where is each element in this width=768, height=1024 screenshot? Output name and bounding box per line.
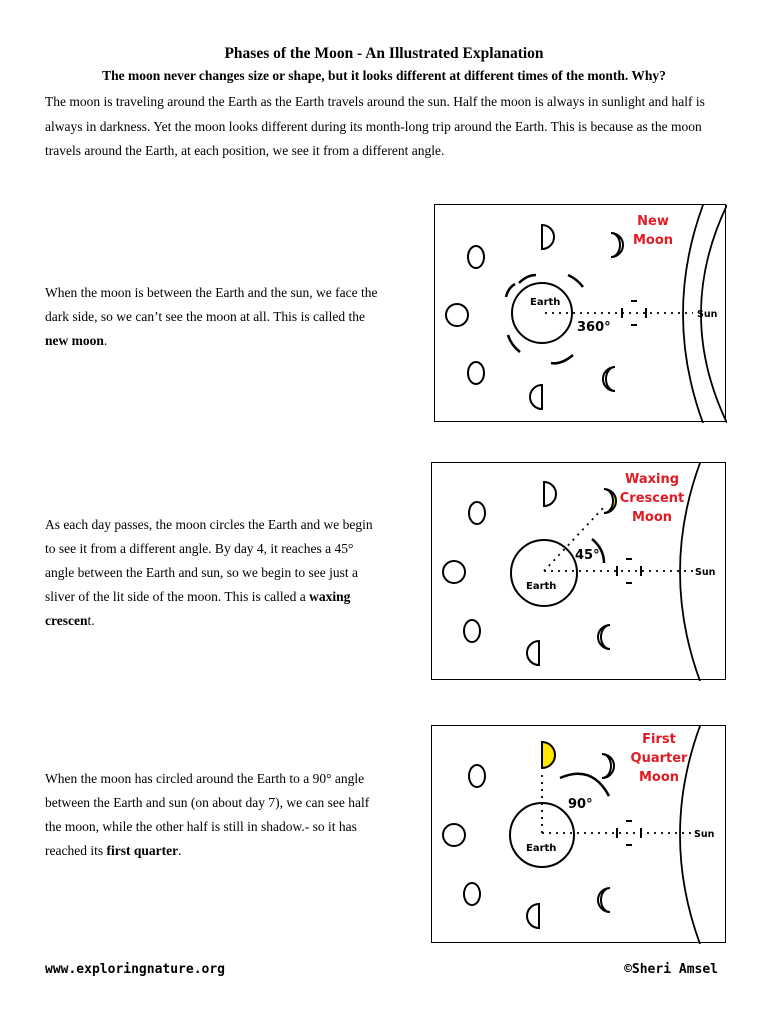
waxing-crescent-moon (611, 233, 623, 257)
waxing-crescent-diagram (431, 462, 726, 680)
waxing-gibbous-moon (469, 502, 485, 524)
phase-label-line3: Moon (631, 510, 673, 525)
phase-label-line2: Crescent (619, 491, 685, 506)
sun-label: Sun (694, 829, 715, 840)
new-moon-paragraph: When the moon is between the Earth and the sun, we face the dark side, so we can’t see the moon at all. This is called the new moon. (45, 285, 378, 348)
copyright-text: ©Sheri Amsel (624, 962, 718, 977)
full-moon (443, 824, 465, 846)
waxing-crescent-term: waxing crescen (45, 589, 351, 628)
earth-circle (511, 540, 577, 606)
earth-label: Earth (526, 843, 557, 854)
waxing-crescent-moon (602, 754, 614, 778)
page-subtitle: The moon never changes size or shape, but it looks different at different times of the month. Why? (102, 68, 666, 83)
waxing-gibbous-moon (468, 246, 484, 268)
first-quarter-diagram (431, 725, 726, 943)
full-moon (446, 304, 468, 326)
waxing-crescent-paragraph: As each day passes, the moon circles the Earth and we begin to see it from a different angle. By day 4, it reaches a 45° angle between the Earth and sun, so we begin to see just a sliver of the lit side of the moon. This is called a waxing crescent. (45, 517, 373, 628)
waning-crescent-moon (603, 367, 615, 391)
full-moon (443, 561, 465, 583)
waning-crescent-moon (598, 888, 610, 912)
earth-label: Earth (526, 581, 557, 592)
phase-label-line2: Moon (632, 233, 674, 248)
sun-label: Sun (695, 567, 716, 578)
new-moon-diagram (434, 204, 726, 422)
phase-label-line1: First (642, 732, 676, 747)
waxing-gibbous-moon (469, 765, 485, 787)
first-quarter-moon-lit (542, 742, 555, 768)
waning-gibbous-moon (464, 620, 480, 642)
new-moon-term: new moon (45, 333, 104, 348)
first-quarter-moon (542, 225, 554, 249)
intro-paragraph: The moon is traveling around the Earth as the Earth travels around the sun. Half the moon is always in sunlight and half is always in darkness. Yet the moon looks different during its month-long trip around the Earth. This is because as the moon travels around the Earth, at each position, we see it from a different angle. (45, 94, 705, 158)
angle-label: 360° (577, 320, 611, 335)
earth-circle (510, 803, 574, 867)
angle-label: 45° (575, 548, 600, 563)
first-quarter-moon (544, 482, 556, 506)
phase-label-line2: Quarter (630, 751, 688, 766)
earth-circle (512, 283, 572, 343)
website-link[interactable]: www.exploringnature.org (45, 962, 226, 977)
earth-label: Earth (530, 297, 561, 308)
page-title: Phases of the Moon - An Illustrated Explanation (224, 45, 544, 62)
first-quarter-paragraph: When the moon has circled around the Earth to a 90° angle between the Earth and sun (on about day 7), we can see half the moon, while the other half is still in shadow.- so it has reached its first quarter. (45, 771, 370, 858)
waning-crescent-moon (598, 625, 610, 649)
waning-gibbous-moon (468, 362, 484, 384)
phase-label-line3: Moon (638, 770, 680, 785)
waning-gibbous-moon (464, 883, 480, 905)
third-quarter-moon (530, 385, 542, 409)
sun-label: Sun (697, 309, 718, 320)
phase-label-line1: Waxing (624, 472, 680, 487)
angle-label: 90° (568, 797, 593, 812)
waxing-crescent-moon-lit (604, 489, 616, 513)
third-quarter-moon (527, 904, 539, 928)
phase-label-line1: New (637, 214, 669, 229)
first-quarter-term: first quarter (106, 843, 179, 858)
third-quarter-moon (527, 641, 539, 665)
